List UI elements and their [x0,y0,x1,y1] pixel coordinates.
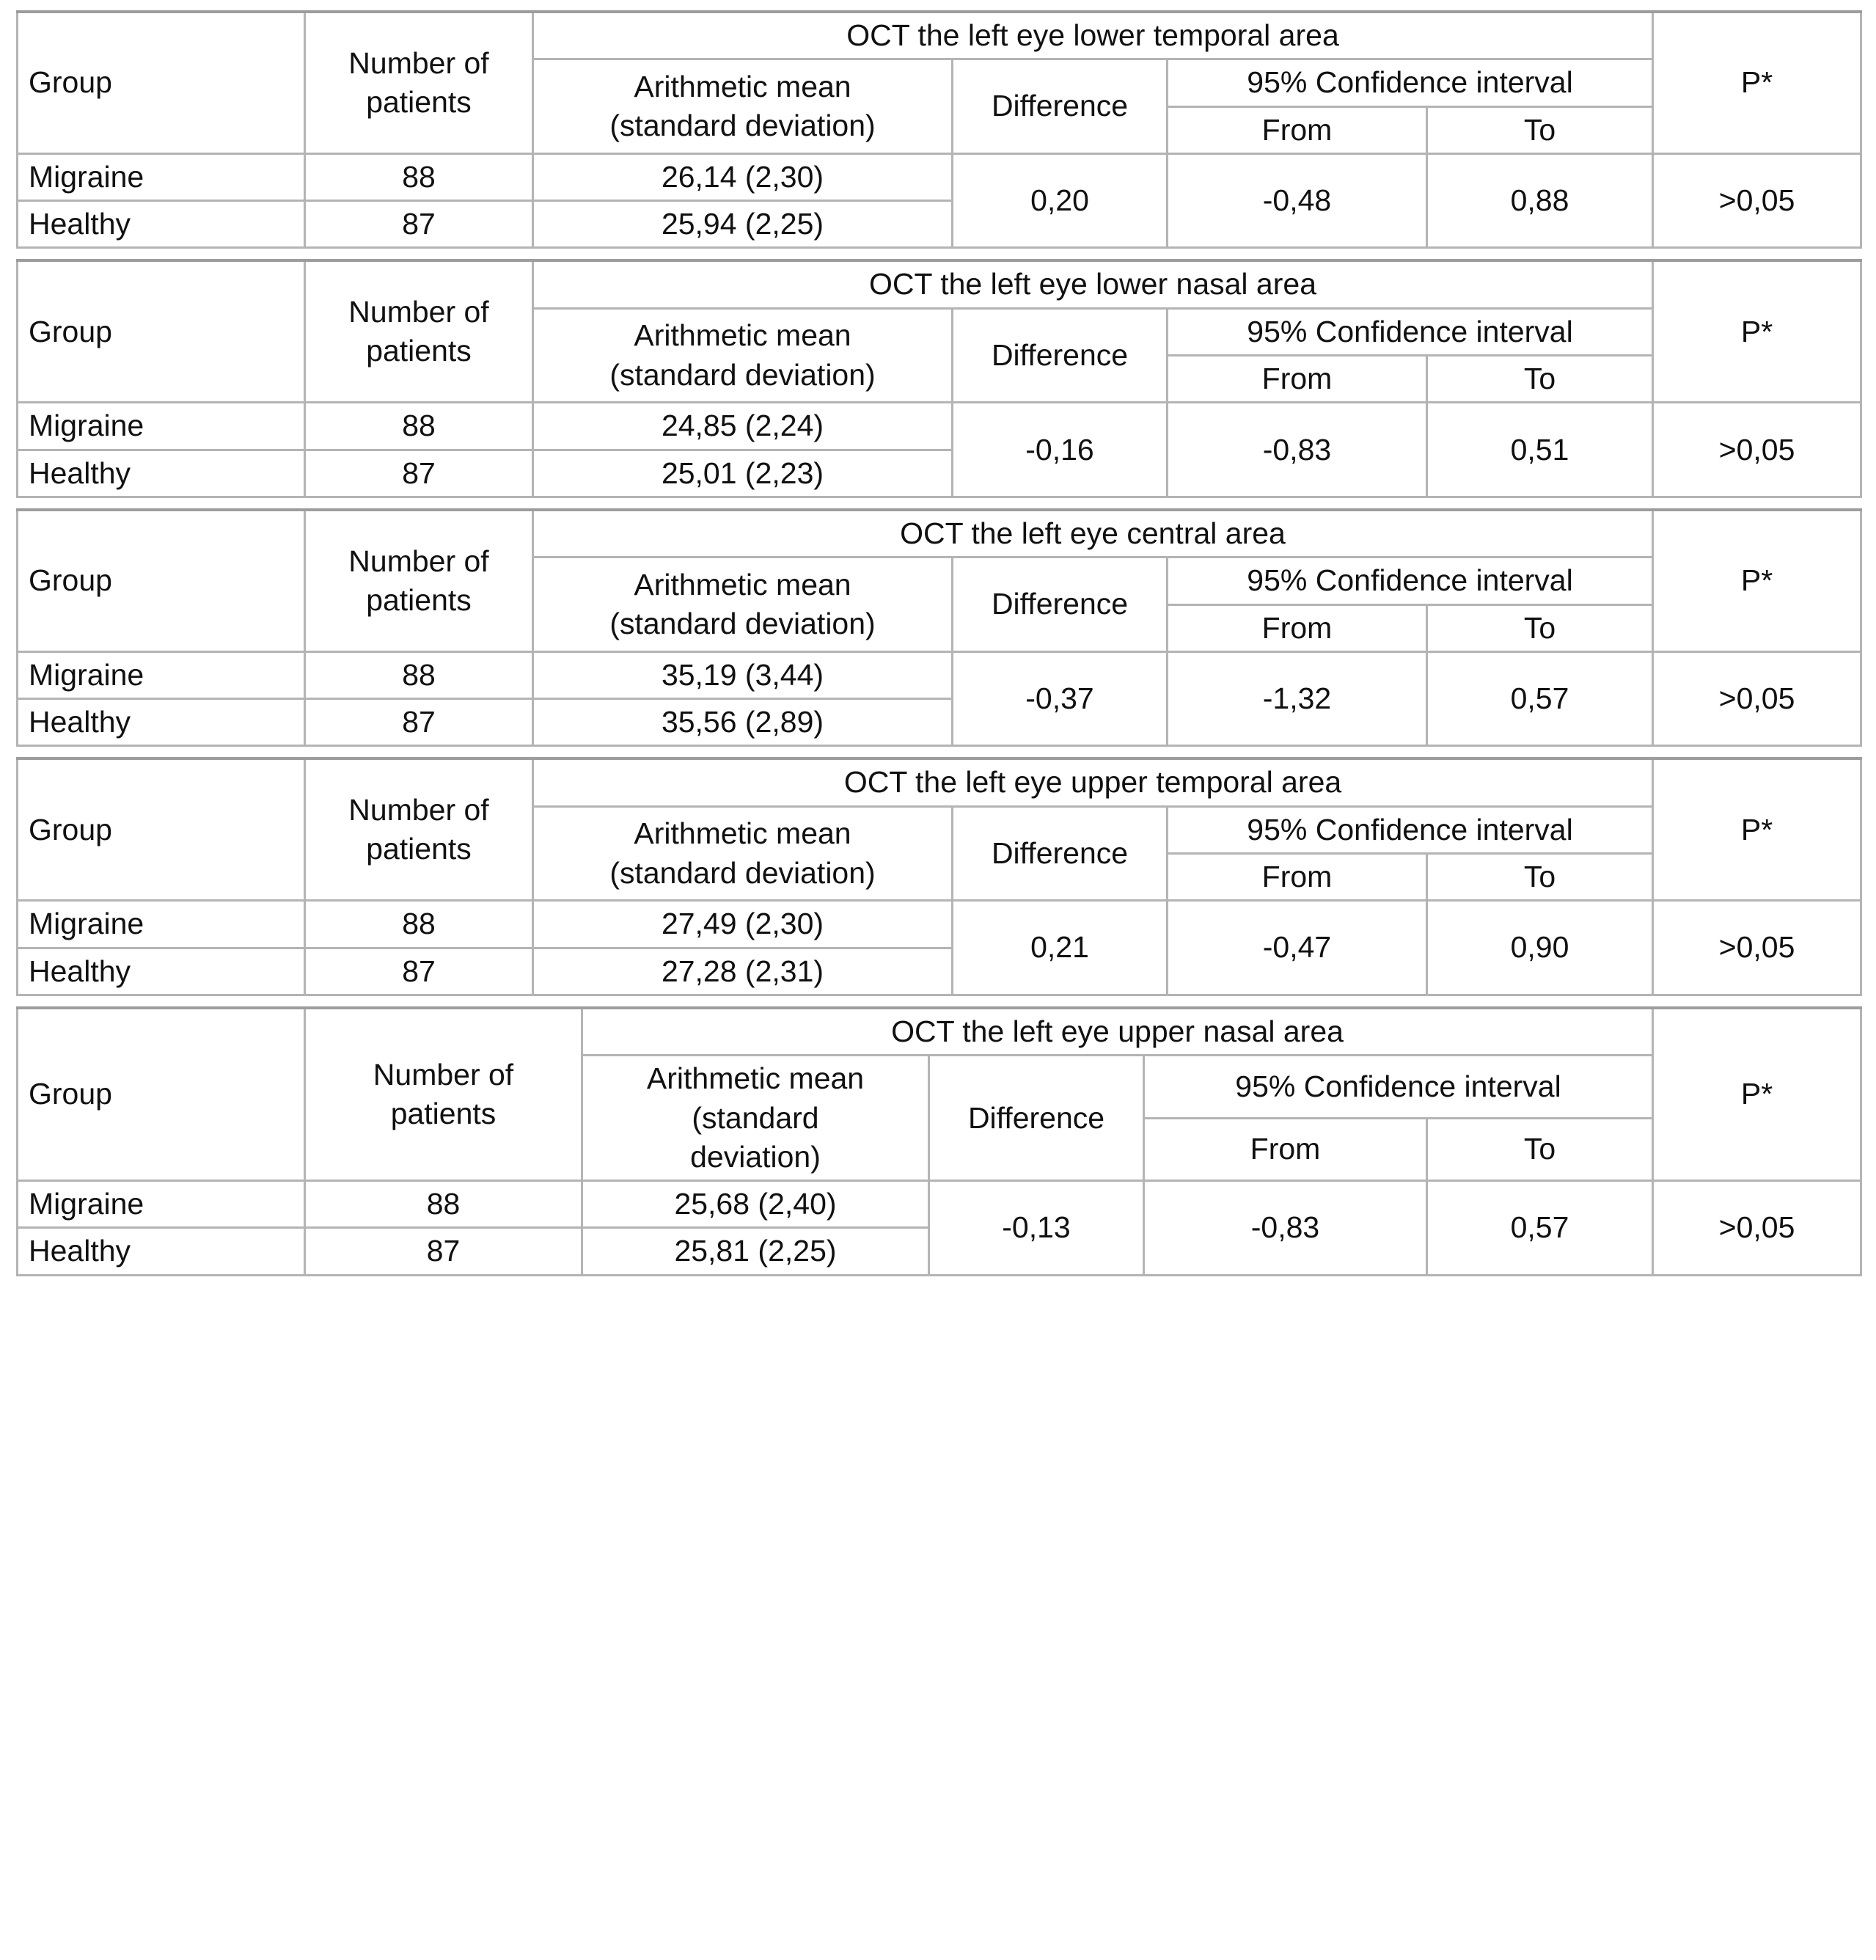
header-ci-to: To [1427,356,1653,403]
cell-mean-sd: 24,85 (2,24) [533,403,953,450]
header-p-value: P* [1653,758,1861,900]
cell-mean-sd: 25,81 (2,25) [582,1228,929,1275]
header-ci-from: From [1144,1118,1427,1180]
table-row [18,1181,1861,1228]
oct-block-upper-temporal [16,757,1862,995]
header-number-of-patients-line2: patients [366,84,472,119]
header-number-of-patients [305,12,533,153]
header-p-value: P* [1653,12,1861,153]
header-group: Group [18,12,305,153]
cell-ci-from: -0,83 [1144,1181,1427,1276]
block-title: OCT the left eye lower nasal area [533,260,1653,308]
cell-number-of-patients: 88 [305,901,533,948]
header-ci-from: From [1168,356,1427,403]
cell-p-value: >0,05 [1653,1181,1861,1276]
header-number-of-patients [305,758,533,900]
cell-ci-to: 0,51 [1427,403,1653,497]
cell-number-of-patients: 87 [305,450,533,497]
header-number-of-patients-line2: patients [390,1097,497,1131]
header-ci-to: To [1427,854,1653,901]
header-arithmetic-mean [533,557,953,652]
block-divider [16,498,1860,508]
cell-number-of-patients: 88 [305,651,533,698]
header-p-value: P* [1653,510,1861,651]
cell-number-of-patients: 88 [305,403,533,450]
header-confidence-interval: 95% Confidence interval [1168,557,1653,604]
cell-group: Migraine [18,651,305,698]
table-row [18,403,1861,450]
cell-number-of-patients: 87 [305,948,533,995]
header-arithmetic-mean [533,59,953,154]
cell-ci-from: -0,48 [1168,153,1427,248]
header-ci-to: To [1427,604,1653,651]
cell-p-value: >0,05 [1653,651,1861,746]
header-group: Group [18,1008,305,1181]
header-difference: Difference [953,308,1168,403]
header-arithmetic-mean-line2: (standard [692,1100,819,1135]
cell-ci-to: 0,88 [1427,153,1653,248]
cell-p-value: >0,05 [1653,153,1861,248]
cell-difference: -0,37 [953,651,1168,746]
header-group: Group [18,260,305,402]
cell-ci-to: 0,57 [1427,651,1653,746]
cell-group: Healthy [18,948,305,995]
cell-group: Migraine [18,403,305,450]
header-number-of-patients-line1: Number of [348,544,489,578]
cell-group: Migraine [18,901,305,948]
cell-p-value: >0,05 [1653,901,1861,995]
oct-block-lower-temporal [16,10,1862,249]
cell-number-of-patients: 88 [305,153,533,200]
cell-difference: -0,13 [929,1181,1144,1276]
cell-difference: 0,20 [953,153,1168,248]
cell-group: Healthy [18,1228,305,1275]
header-number-of-patients-line2: patients [366,832,472,866]
table-row [18,153,1861,200]
header-p-value: P* [1653,1008,1861,1181]
cell-difference: -0,16 [953,403,1168,497]
cell-number-of-patients: 87 [305,201,533,248]
cell-group: Healthy [18,450,305,497]
block-title: OCT the left eye central area [533,510,1653,557]
table-row [18,901,1861,948]
header-number-of-patients-line1: Number of [348,295,489,329]
block-divider [16,747,1860,757]
header-p-value: P* [1653,260,1861,402]
header-row-title [18,1008,1861,1056]
header-number-of-patients-line2: patients [366,582,472,617]
cell-ci-to: 0,90 [1427,901,1653,995]
table-row [18,651,1861,698]
cell-number-of-patients: 87 [305,699,533,746]
cell-ci-from: -0,83 [1168,403,1427,497]
cell-ci-from: -1,32 [1168,651,1427,746]
cell-mean-sd: 35,56 (2,89) [533,699,953,746]
header-arithmetic-mean-line2: (standard deviation) [609,109,876,143]
header-number-of-patients-line1: Number of [373,1057,514,1091]
header-ci-to: To [1427,1118,1653,1180]
header-confidence-interval: 95% Confidence interval [1168,806,1653,853]
cell-mean-sd: 26,14 (2,30) [533,153,953,200]
block-title: OCT the left eye upper temporal area [533,758,1653,806]
header-row-title [18,260,1861,308]
header-arithmetic-mean [533,806,953,901]
header-arithmetic-mean-line2: (standard deviation) [609,607,876,641]
header-number-of-patients-line2: patients [366,334,472,368]
header-ci-from: From [1168,106,1427,153]
header-confidence-interval: 95% Confidence interval [1168,308,1653,355]
cell-group: Migraine [18,153,305,200]
block-title: OCT the left eye upper nasal area [582,1008,1653,1056]
block-divider [16,996,1860,1006]
header-number-of-patients [305,260,533,402]
cell-number-of-patients: 88 [305,1181,582,1228]
header-row-title [18,510,1861,557]
cell-difference: 0,21 [953,901,1168,995]
header-number-of-patients [305,510,533,651]
header-number-of-patients-line1: Number of [348,793,489,827]
header-arithmetic-mean-line2: (standard deviation) [609,855,876,890]
cell-mean-sd: 25,01 (2,23) [533,450,953,497]
header-arithmetic-mean-line2: (standard deviation) [609,357,876,392]
cell-ci-from: -0,47 [1168,901,1427,995]
cell-group: Healthy [18,699,305,746]
cell-ci-to: 0,57 [1427,1181,1653,1276]
header-row-title [18,758,1861,806]
oct-block-upper-nasal [16,1006,1862,1276]
block-divider [16,249,1860,259]
header-arithmetic-mean-line1: Arithmetic mean [634,69,851,103]
header-ci-from: From [1168,604,1427,651]
cell-mean-sd: 27,28 (2,31) [533,948,953,995]
header-arithmetic-mean [533,308,953,403]
cell-mean-sd: 35,19 (3,44) [533,651,953,698]
header-ci-from: From [1168,854,1427,901]
header-difference: Difference [929,1056,1144,1181]
cell-p-value: >0,05 [1653,403,1861,497]
header-group: Group [18,758,305,900]
header-difference: Difference [953,557,1168,652]
header-number-of-patients [305,1008,582,1181]
header-arithmetic-mean [582,1056,929,1181]
header-row-title [18,12,1861,59]
header-arithmetic-mean-line1: Arithmetic mean [634,816,851,851]
cell-mean-sd: 25,94 (2,25) [533,201,953,248]
header-group: Group [18,510,305,651]
header-difference: Difference [953,59,1168,154]
cell-mean-sd: 25,68 (2,40) [582,1181,929,1228]
header-ci-to: To [1427,106,1653,153]
cell-mean-sd: 27,49 (2,30) [533,901,953,948]
cell-group: Migraine [18,1181,305,1228]
oct-block-lower-nasal [16,259,1862,497]
cell-group: Healthy [18,201,305,248]
block-title: OCT the left eye lower temporal area [533,12,1653,59]
cell-number-of-patients: 87 [305,1228,582,1275]
header-arithmetic-mean-line1: Arithmetic mean [646,1061,865,1096]
header-arithmetic-mean-line1: Arithmetic mean [634,567,851,601]
header-arithmetic-mean-line3: deviation) [690,1139,821,1174]
header-confidence-interval: 95% Confidence interval [1168,59,1653,106]
oct-block-central [16,508,1862,747]
header-difference: Difference [953,806,1168,901]
header-confidence-interval: 95% Confidence interval [1144,1056,1653,1118]
header-arithmetic-mean-line1: Arithmetic mean [634,318,851,353]
header-number-of-patients-line1: Number of [348,45,489,80]
